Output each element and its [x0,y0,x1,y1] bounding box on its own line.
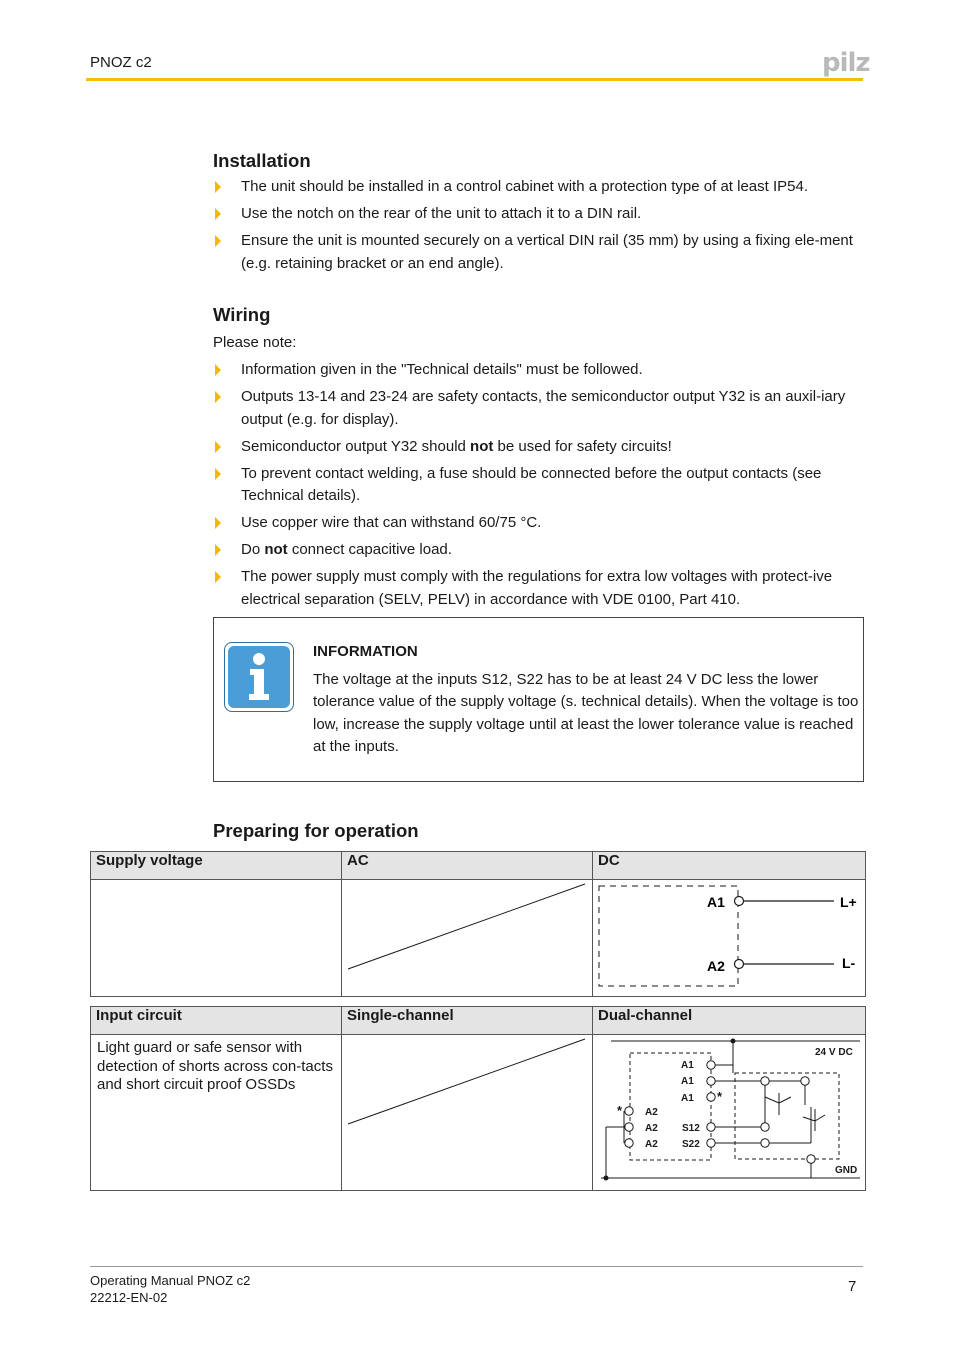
label-a1: A1 [707,894,725,910]
bullet-arrow-icon [215,468,221,480]
label-star: * [717,1089,723,1104]
dual-channel-diagram [593,1035,864,1190]
terminal-a1 [707,1061,715,1069]
single-channel-diagram [342,1035,591,1190]
terminal-a1 [707,1077,715,1085]
information-heading: INFORMATION [313,643,418,660]
dc-diagram [593,880,864,996]
list-item: Do not connect capacitive load. [213,539,865,562]
terminal-a2 [625,1123,633,1131]
bullet-arrow-icon [215,391,221,403]
information-text: The voltage at the inputs S12, S22 has to be at least 24 V DC less the lower tolerance value of the supply voltage (s. technical details). When the voltage is too low, increase the supply voltage until at least the lower tolerance value is reached at the inputs. [313,671,859,756]
bullet-arrow-icon [215,441,221,453]
label-a1: A1 [681,1076,694,1087]
label-a2: A2 [645,1123,658,1134]
label-lplus: L+ [840,894,857,910]
table-header: Input circuit [91,1007,342,1035]
terminal [761,1077,769,1085]
terminal-a2 [625,1139,633,1147]
pilz-logo: pilz [822,48,870,78]
bullet-arrow-icon [215,181,221,193]
bullet-arrow-icon [215,517,221,529]
list-item: Use the notch on the rear of the unit to attach it to a DIN rail. [213,203,865,226]
information-box [213,617,864,782]
table-cell [91,880,342,997]
terminal-a1 [735,897,744,906]
list-item: Outputs 13-14 and 23-24 are safety contacts, the semiconductor output Y32 is an auxil-iary output (e.g. for display). [213,386,865,431]
terminal-a2 [735,960,744,969]
bullet-arrow-icon [215,571,221,583]
information-icon [224,642,294,712]
wiring-intro: Please note: [213,334,297,351]
list-item: Ensure the unit is mounted securely on a vertical DIN rail (35 mm) by using a fixing ele-ment (e.g. retaining bracket or an end angle). [213,230,865,275]
bullet-arrow-icon [215,544,221,556]
list-item: Use copper wire that can withstand 60/75 °C. [213,512,865,535]
list-item: Information given in the "Technical details" must be followed. [213,359,865,382]
bullet-arrow-icon [215,208,221,220]
label-24vdc: 24 V DC [815,1047,853,1058]
header-rule [86,78,863,81]
manual-title: Operating Manual PNOZ c2 [90,1273,251,1288]
list-item: To prevent contact welding, a fuse should be connected before the output contacts (see Technical details). [213,463,865,508]
terminal [807,1155,815,1163]
dc-diagram-cell [593,880,866,997]
label-a2: A2 [707,958,725,974]
label-s22: S22 [682,1139,700,1150]
label-s12: S12 [682,1123,700,1134]
terminal-a2 [625,1107,633,1115]
list-item: Semiconductor output Y32 should not be used for safety circuits! [213,436,865,459]
installation-list [213,176,865,280]
page-number: 7 [848,1278,857,1295]
terminal [761,1139,769,1147]
terminal-a1 [707,1093,715,1101]
terminal [801,1077,809,1085]
table-header: Single-channel [342,1007,593,1035]
terminal-s12 [707,1123,715,1131]
label-gnd: GND [835,1165,858,1176]
header-title: PNOZ c2 [90,54,152,71]
table-header: AC [342,852,593,880]
input-circuit-table [90,1006,866,1191]
preparing-heading: Preparing for operation [213,820,419,841]
label-a2: A2 [645,1139,658,1150]
table-header: DC [593,852,866,880]
installation-heading: Installation [213,150,311,171]
label-a2: A2 [645,1107,658,1118]
label-star: * [617,1103,623,1118]
list-item: The power supply must comply with the regulations for extra low voltages with protect-ive electrical separation (SELV, PELV) in accordance with VDE 0100, Part 410. [213,566,865,611]
footer-rule [90,1266,863,1267]
bullet-arrow-icon [215,235,221,247]
ac-diagram [342,880,591,996]
single-channel-diagram-cell [342,1035,593,1191]
table-cell [91,1035,342,1191]
table-header: Supply voltage [91,852,342,880]
supply-voltage-table [90,851,866,997]
bullet-arrow-icon [215,364,221,376]
wiring-list [213,359,865,616]
table-header: Dual-channel [593,1007,866,1035]
footer-info [90,1273,250,1306]
list-item: The unit should be installed in a control cabinet with a protection type of at least IP54. [213,176,865,199]
wiring-heading: Wiring [213,304,271,325]
label-lminus: L- [842,955,856,971]
input-circuit-description: Light guard or safe sensor with detection of shorts across con-tacts and short circuit proof OSSDs [97,1039,333,1093]
ac-diagram-cell [342,880,593,997]
label-a1: A1 [681,1060,694,1071]
terminal-s22 [707,1139,715,1147]
label-a1: A1 [681,1093,694,1104]
dual-channel-diagram-cell [593,1035,866,1191]
terminal [761,1123,769,1131]
document-number: 22212-EN-02 [90,1289,168,1305]
